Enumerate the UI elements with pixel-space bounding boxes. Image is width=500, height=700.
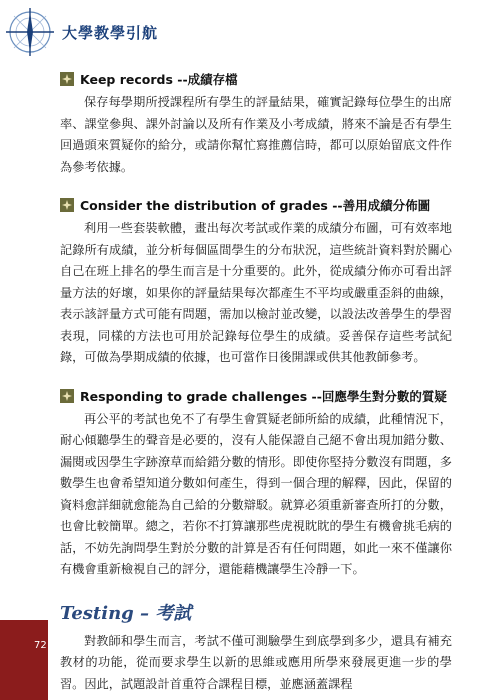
testing-heading: Testing – 考試 (60, 602, 192, 624)
page-tab (0, 620, 48, 700)
section-heading (60, 387, 452, 405)
page-header (0, 0, 500, 60)
section-heading-text: Responding to grade challenges --回應學生對分數的質疑 (80, 388, 447, 404)
section-distribution (60, 196, 452, 369)
section-body: 再公平的考試也免不了有學生會質疑老師所給的成績，此種情況下，耐心傾聽學生的聲音是必要的，沒有人能保證自己絕不會出現加錯分數、漏閱或因學生字跡潦草而給錯分數的情形。即使你堅持分數沒有問題，多數學生也會希望知道分數如何產生，得到一個合理的解釋，因此，保留的資料愈詳細就愈能為自己給的分數辯駁。就算必須重新審查所打的分數，也會比較簡單。總之，若你不打算讓那些虎視眈眈的學生有機會挑毛病的話，不妨先詢問學生對於分數的計算是否有任何問題，如此一來不僅讓你有機會重新檢視自己的評分，還能藉機讓學生冷靜一下。 (60, 411, 452, 576)
compass-logo-icon (0, 0, 70, 60)
flower-bullet-icon (60, 389, 74, 403)
testing-body: 對教師和學生而言，考試不僅可測驗學生到底學到多少，還具有補充教材的功能，從而要求學生以新的思維或應用所學來發展更進一步的學習。因此，試題設計首重符合課程目標，並應涵蓋課程 (60, 633, 452, 691)
section-heading (60, 196, 452, 214)
flower-bullet-icon (60, 72, 74, 86)
section-grade-challenges (60, 387, 452, 581)
section-keep-records (60, 70, 452, 178)
section-heading-text: Keep records --成績存檔 (80, 72, 238, 87)
section-heading (60, 70, 452, 88)
header-title: 大學教學引航 (62, 24, 159, 42)
main-content (60, 70, 452, 695)
section-heading-text: Consider the distribution of grades --善用成績分佈圖 (80, 198, 431, 213)
section-body: 利用一些套裝軟體，畫出每次考試或作業的成績分布圖，可有效率地記錄所有成績，並分析每個區間學生的分布狀況，這些統計資料對於關心自己在班上排名的學生而言是十分重要的。此外，從成績分佈亦可看出評量方法的好壞，如果你的評量結果每次都產生不平均或嚴重歪斜的曲線，表示該評量方式可能有問題，需加以檢討並改變，以設法改善學生的學習表現，同樣的方法也可用於記錄每位學生的成績。妥善保存這些考試紀錄，可做為學期成績的依據，也可當作日後開課或供其他教師參考。 (60, 221, 452, 364)
section-body: 保存每學期所授課程所有學生的評量結果，確實記錄每位學生的出席率、課堂參與、課外討論以及所有作業及小考成績，將來不論是否有學生回過頭來質疑你的給分，或請你幫忙寫推薦信時，都可以原始留底文件作為參考依據。 (60, 95, 452, 174)
flower-bullet-icon (60, 198, 74, 212)
page-number: 72 (34, 640, 47, 651)
